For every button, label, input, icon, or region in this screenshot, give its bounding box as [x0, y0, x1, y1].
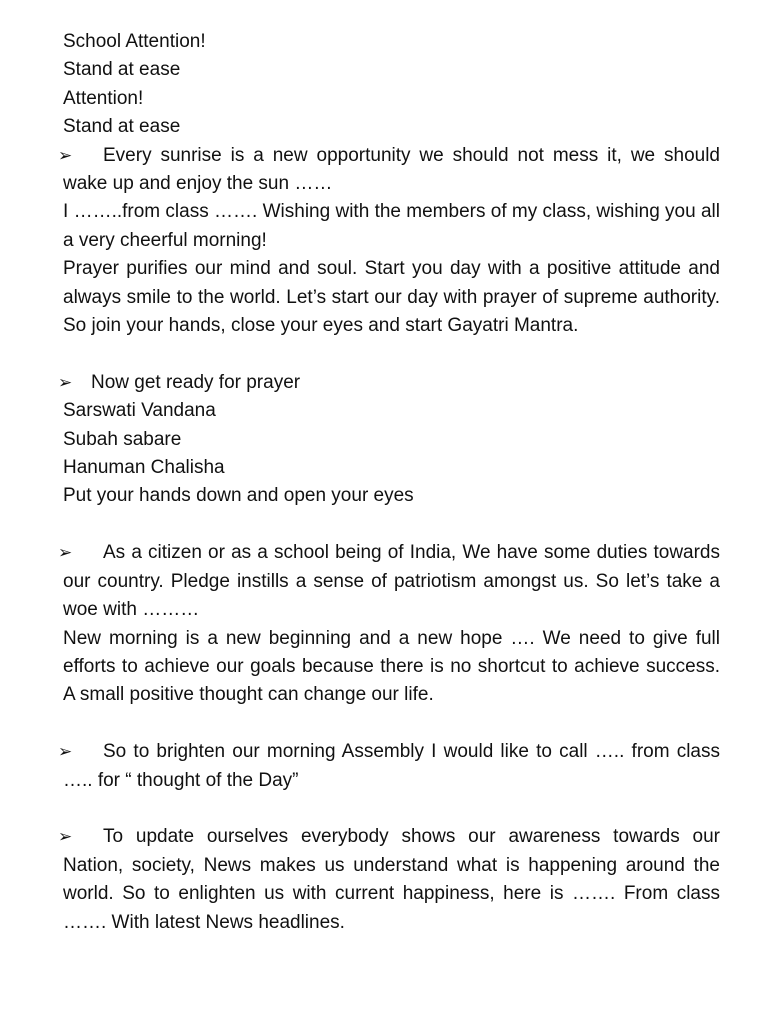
arrow-bullet-icon: ➢ — [58, 372, 73, 393]
prayer-hanuman-chalisha: Hanuman Chalisha — [63, 457, 225, 479]
instruction-hands-down: Put your hands down and open your eyes — [63, 485, 414, 507]
command-stand-at-ease: Stand at ease — [63, 59, 181, 81]
command-stand-at-ease-2: Stand at ease — [63, 116, 181, 138]
arrow-bullet-icon: ➢ — [58, 742, 73, 763]
spacer — [63, 795, 720, 823]
thought-bullet-text: So to brighten our morning Assembly I would like to call ….. from class ….. for “ thought of the Day” — [63, 741, 720, 791]
spacer — [63, 340, 720, 368]
prayer-subah-sabare: Subah sabare — [63, 428, 182, 450]
command-school-attention: School Attention! — [63, 31, 206, 52]
prayer-sarswati-vandana: Sarswati Vandana — [63, 400, 216, 422]
spacer — [63, 710, 720, 738]
prayer-bullet-text: Now get ready for prayer — [91, 371, 301, 393]
greeting-paragraph: I ……..from class ……. Wishing with the members of my class, wishing you all a very cheerful morning! — [63, 201, 720, 251]
pledge-bullet-text: As a citizen or as a school being of India, We have some duties towards our country. Pledge instills a sense of patriotism amongst us. So let’s take a woe with ……… — [63, 542, 720, 621]
spacer — [63, 511, 720, 539]
prayer-bullet — [58, 369, 720, 397]
command-attention: Attention! — [63, 87, 144, 109]
arrow-bullet-icon: ➢ — [58, 827, 73, 848]
news-bullet — [58, 823, 720, 937]
thought-bullet — [58, 738, 720, 795]
arrow-bullet-icon: ➢ — [58, 145, 73, 166]
sunrise-bullet — [58, 142, 720, 199]
prayer-intro-paragraph: Prayer purifies our mind and soul. Start you day with a positive attitude and always smile to the world. Let’s start our day with prayer of supreme authority. So join your hands, close your eyes and start Gayatri Mantra. — [63, 258, 720, 337]
pledge-bullet — [58, 539, 720, 624]
morning-paragraph: New morning is a new beginning and a new hope …. We need to give full efforts to achieve our goals because there is no shortcut to achieve success. A small positive thought can change our life. — [63, 627, 720, 706]
news-bullet-text: To update ourselves everybody shows our awareness towards our Nation, society, News makes us understand what is happening around the world. So to enlighten us with current happiness, here is ……. From class ……. With latest News headlines. — [63, 826, 720, 933]
sunrise-bullet-text: Every sunrise is a new opportunity we should not mess it, we should wake up and enjoy the sun …… — [63, 144, 720, 195]
arrow-bullet-icon: ➢ — [58, 543, 73, 564]
